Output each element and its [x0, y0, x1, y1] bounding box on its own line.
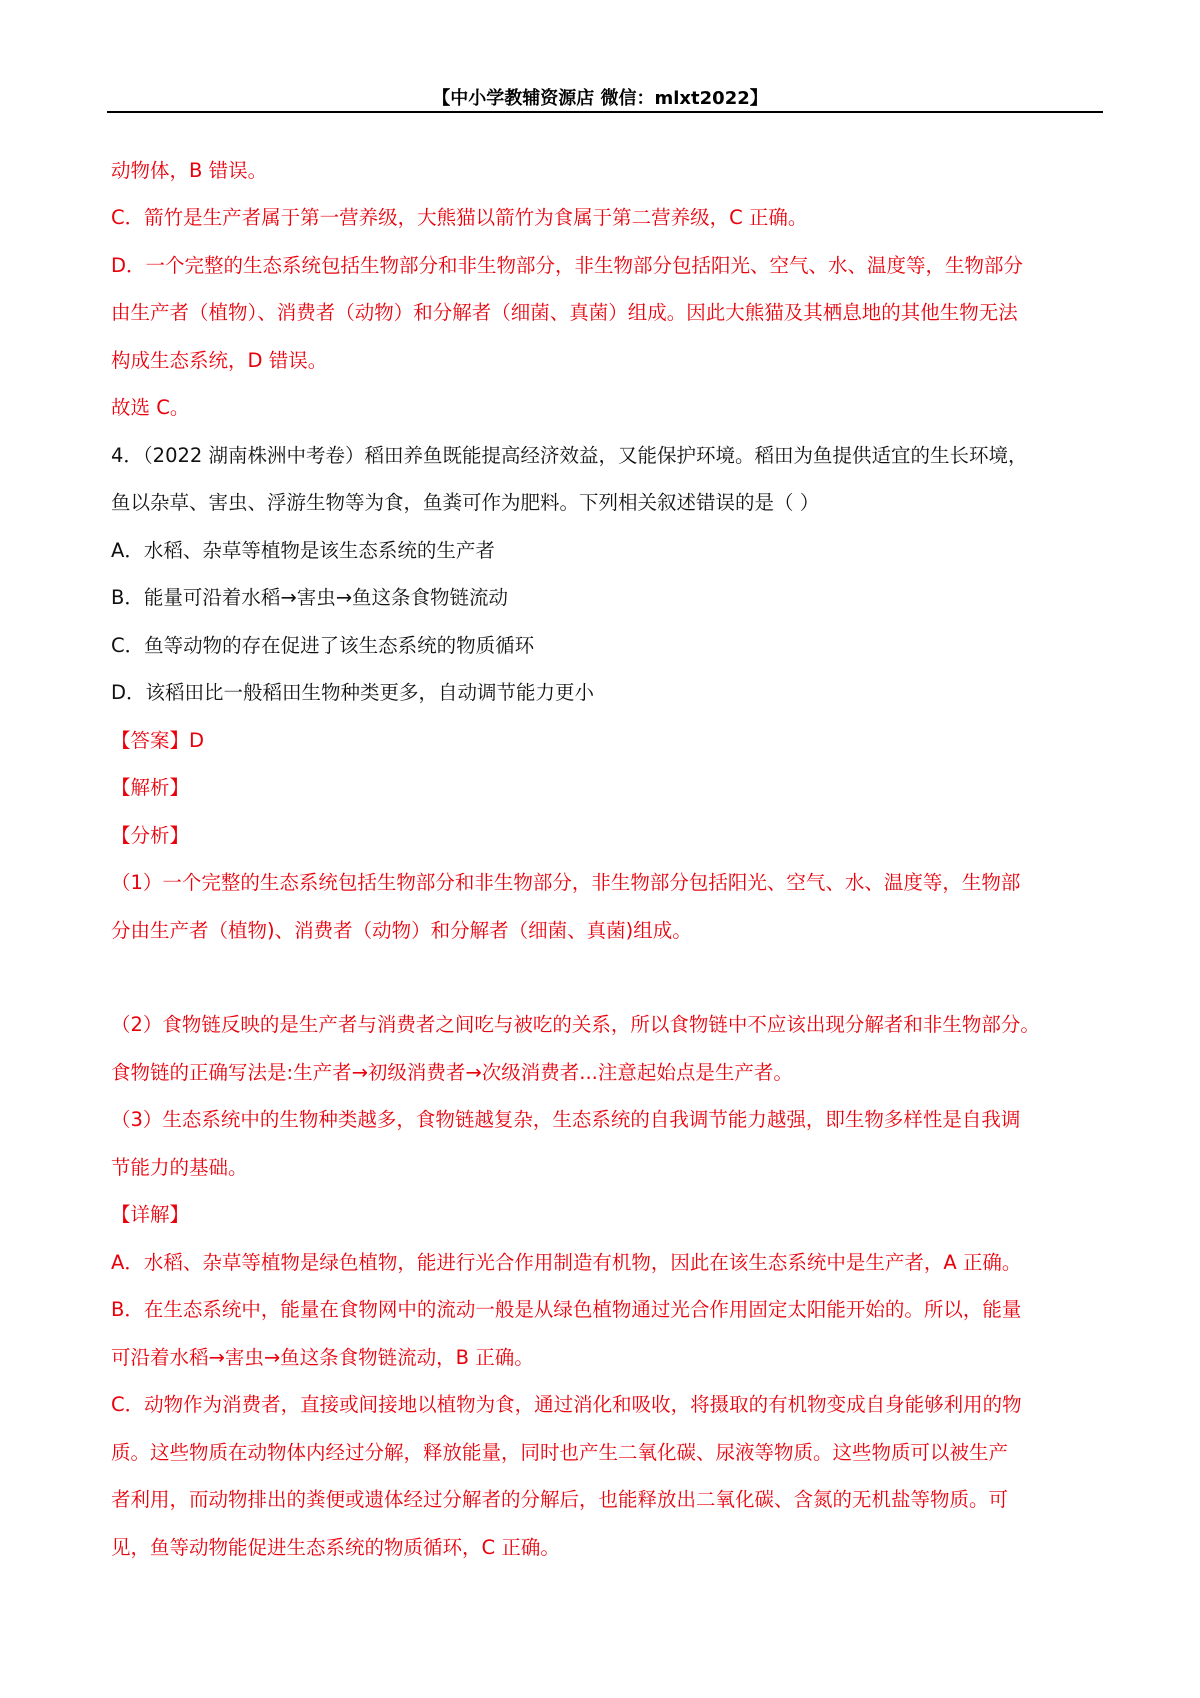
option-a: A．水稻、杂草等植物是该生态系统的生产者	[111, 539, 495, 562]
option-b: B．能量可沿着水稻→害虫→鱼这条食物链流动	[111, 586, 509, 609]
text-line: 构成生态系统，D 错误。	[111, 349, 328, 372]
text-line: （3）生态系统中的生物种类越多，食物链越复杂，生态系统的自我调节能力越强，即生物多样性是自我调	[111, 1108, 1021, 1131]
option-c: C．鱼等动物的存在促进了该生态系统的物质循环	[111, 634, 535, 657]
text-line: B．在生态系统中，能量在食物网中的流动一般是从绿色植物通过光合作用固定太阳能开始的。所以，能量	[111, 1298, 1022, 1321]
question-stem: 4．（2022 湖南株洲中考卷）稻田养鱼既能提高经济效益，又能保护环境。稻田为鱼提供适宜的生长环境，	[111, 444, 1028, 467]
analysis-subheading: 【分析】	[111, 824, 190, 847]
header-divider	[107, 111, 1103, 113]
text-line: D．一个完整的生态系统包括生物部分和非生物部分，非生物部分包括阳光、空气、水、温度等，生物部分	[111, 254, 1024, 277]
text-line: 动物体，B 错误。	[111, 159, 268, 182]
analysis-heading: 【解析】	[111, 776, 190, 799]
text-line: （1）一个完整的生态系统包括生物部分和非生物部分，非生物部分包括阳光、空气、水、温度等，生物部	[111, 871, 1021, 894]
text-line: C．箭竹是生产者属于第一营养级，大熊猫以箭竹为食属于第二营养级，C 正确。	[111, 206, 808, 229]
text-line: 由生产者（植物）、消费者（动物）和分解者（细菌、真菌）组成。因此大熊猫及其栖息地的其他生物无法	[111, 301, 1018, 324]
question-stem: 鱼以杂草、害虫、浮游生物等为食，鱼粪可作为肥料。下列相关叙述错误的是（ ）	[111, 491, 820, 514]
answer-label: 【答案】D	[111, 729, 205, 752]
detail-heading: 【详解】	[111, 1203, 190, 1226]
option-d: D．该稻田比一般稻田生物种类更多，自动调节能力更小	[111, 681, 595, 704]
text-line: （2）食物链反映的是生产者与消费者之间吃与被吃的关系，所以食物链中不应该出现分解者和非生物部分。	[111, 1013, 1040, 1036]
page-header: 【中小学教辅资源店 微信：mlxt2022】	[432, 88, 768, 109]
text-line: 食物链的正确写法是:生产者→初级消费者→次级消费者...注意起始点是生产者。	[111, 1061, 793, 1084]
text-line: 节能力的基础。	[111, 1156, 248, 1179]
text-line: C．动物作为消费者，直接或间接地以植物为食，通过消化和吸收，将摄取的有机物变成自身能够利用的物	[111, 1393, 1022, 1416]
text-line: 质。这些物质在动物体内经过分解，释放能量，同时也产生二氧化碳、尿液等物质。这些物质可以被生产	[111, 1441, 1009, 1464]
text-line: 分由生产者（植物)、消费者（动物）和分解者（细菌、真菌)组成。	[111, 919, 692, 942]
text-line: A．水稻、杂草等植物是绿色植物，能进行光合作用制造有机物，因此在该生态系统中是生产者，A 正确。	[111, 1251, 1022, 1274]
text-line: 可沿着水稻→害虫→鱼这条食物链流动，B 正确。	[111, 1346, 534, 1369]
text-line: 见，鱼等动物能促进生态系统的物质循环，C 正确。	[111, 1536, 560, 1559]
text-line: 故选 C。	[111, 396, 190, 419]
text-line: 者利用，而动物排出的粪便或遗体经过分解者的分解后，也能释放出二氧化碳、含氮的无机盐等物质。可	[111, 1488, 1009, 1511]
